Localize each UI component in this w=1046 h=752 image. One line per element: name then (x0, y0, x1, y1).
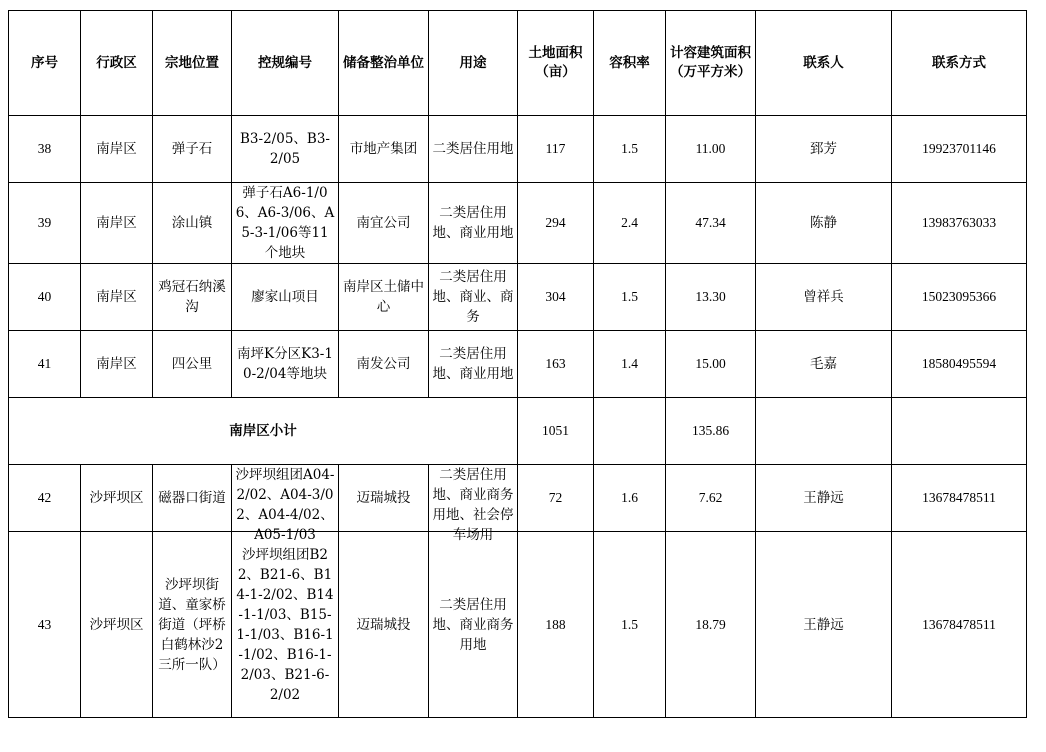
cell-contact: 陈静 (756, 183, 892, 264)
header-row (9, 11, 1027, 116)
cell-district: 沙坪坝区 (81, 465, 153, 532)
cell-unit: 迈瑞城投 (339, 532, 429, 718)
cell-use: 二类居住用地、商业用地 (429, 183, 518, 264)
table-row (9, 183, 1027, 264)
cell-gfa: 11.00 (666, 116, 756, 183)
cell-no: 38 (9, 116, 81, 183)
subtotal-contact (756, 398, 892, 465)
header-cell-area: 土地面积（亩） (518, 11, 594, 116)
cell-district: 南岸区 (81, 264, 153, 331)
cell-use: 二类居住用地、商业商务用地 (429, 532, 518, 718)
cell-no: 43 (9, 532, 81, 718)
cell-unit: 南宜公司 (339, 183, 429, 264)
cell-district: 南岸区 (81, 331, 153, 398)
cell-no: 42 (9, 465, 81, 532)
land-reserve-table (8, 10, 1027, 718)
subtotal-gfa: 135.86 (666, 398, 756, 465)
cell-phone: 15023095366 (892, 264, 1027, 331)
cell-area: 72 (518, 465, 594, 532)
cell-far: 1.4 (594, 331, 666, 398)
cell-contact: 王静远 (756, 465, 892, 532)
cell-location: 磁器口街道 (153, 465, 232, 532)
cell-code: B3-2/05、B3-2/05 (232, 116, 339, 183)
cell-far: 1.5 (594, 116, 666, 183)
subtotal-area: 1051 (518, 398, 594, 465)
cell-gfa: 13.30 (666, 264, 756, 331)
subtotal-label: 南岸区小计 (9, 398, 518, 465)
land-table-sheet (8, 10, 1027, 718)
cell-location: 四公里 (153, 331, 232, 398)
cell-contact: 王静远 (756, 532, 892, 718)
cell-area: 163 (518, 331, 594, 398)
cell-phone: 18580495594 (892, 331, 1027, 398)
cell-no: 39 (9, 183, 81, 264)
header-cell-district: 行政区 (81, 11, 153, 116)
subtotal-phone (892, 398, 1027, 465)
table-row (9, 465, 1027, 532)
cell-district: 南岸区 (81, 183, 153, 264)
table-row (9, 264, 1027, 331)
cell-far: 1.6 (594, 465, 666, 532)
subtotal-far (594, 398, 666, 465)
cell-gfa: 7.62 (666, 465, 756, 532)
cell-gfa: 47.34 (666, 183, 756, 264)
cell-unit: 迈瑞城投 (339, 465, 429, 532)
header-cell-gfa: 计容建筑面积（万平方米） (666, 11, 756, 116)
cell-phone: 19923701146 (892, 116, 1027, 183)
cell-area: 188 (518, 532, 594, 718)
cell-code: 廖家山项目 (232, 264, 339, 331)
cell-use: 二类居住用地 (429, 116, 518, 183)
cell-area: 304 (518, 264, 594, 331)
cell-location: 弹子石 (153, 116, 232, 183)
cell-contact: 郅芳 (756, 116, 892, 183)
cell-contact: 曾祥兵 (756, 264, 892, 331)
table-row (9, 116, 1027, 183)
cell-code-text: 沙坪坝组团A04-2/02、A04-3/02、A04-4/02、A05-1/03 (235, 467, 335, 543)
header-cell-phone: 联系方式 (892, 11, 1027, 116)
cell-unit: 南岸区土储中心 (339, 264, 429, 331)
cell-phone: 13678478511 (892, 465, 1027, 532)
cell-contact: 毛嘉 (756, 331, 892, 398)
cell-far: 2.4 (594, 183, 666, 264)
cell-use (429, 465, 518, 543)
cell-use: 二类居住用地、商业、商务 (429, 264, 518, 331)
header-cell-contact: 联系人 (756, 11, 892, 116)
cell-location: 涂山镇 (153, 183, 232, 264)
cell-area: 294 (518, 183, 594, 264)
cell-no: 41 (9, 331, 81, 398)
cell-unit: 市地产集团 (339, 116, 429, 183)
header-cell-unit: 储备整治单位 (339, 11, 429, 116)
table-row (9, 532, 1027, 718)
cell-district: 南岸区 (81, 116, 153, 183)
cell-area: 117 (518, 116, 594, 183)
header-cell-no: 序号 (9, 11, 81, 116)
header-cell-far: 容积率 (594, 11, 666, 116)
header-cell-use: 用途 (429, 11, 518, 116)
cell-code: 沙坪坝组团B22、B21-6、B14-1-2/02、B14-1-1/03、B15-1-1/03、B16-1-1/02、B16-1-2/03、B21-6-2/02 (232, 532, 339, 718)
cell-location: 沙坪坝街道、童家桥街道（坪桥白鹤林沙2三所一队） (153, 532, 232, 718)
cell-code (232, 465, 339, 543)
header-cell-location: 宗地位置 (153, 11, 232, 116)
cell-code: 弹子石A6-1/06、A6-3/06、A5-3-1/06等11个地块 (232, 183, 339, 264)
cell-phone: 13983763033 (892, 183, 1027, 264)
cell-far: 1.5 (594, 264, 666, 331)
cell-district: 沙坪坝区 (81, 532, 153, 718)
cell-use-text: 二类居住用地、商业商务用地、社会停车场用 (432, 467, 514, 543)
cell-gfa: 18.79 (666, 532, 756, 718)
cell-unit: 南发公司 (339, 331, 429, 398)
header-cell-code: 控规编号 (232, 11, 339, 116)
subtotal-row (9, 398, 1027, 465)
cell-code: 南坪K分区K3-10-2/04等地块 (232, 331, 339, 398)
cell-far: 1.5 (594, 532, 666, 718)
cell-no: 40 (9, 264, 81, 331)
table-row (9, 331, 1027, 398)
cell-location: 鸡冠石纳溪沟 (153, 264, 232, 331)
cell-gfa: 15.00 (666, 331, 756, 398)
cell-use: 二类居住用地、商业用地 (429, 331, 518, 398)
cell-phone: 13678478511 (892, 532, 1027, 718)
